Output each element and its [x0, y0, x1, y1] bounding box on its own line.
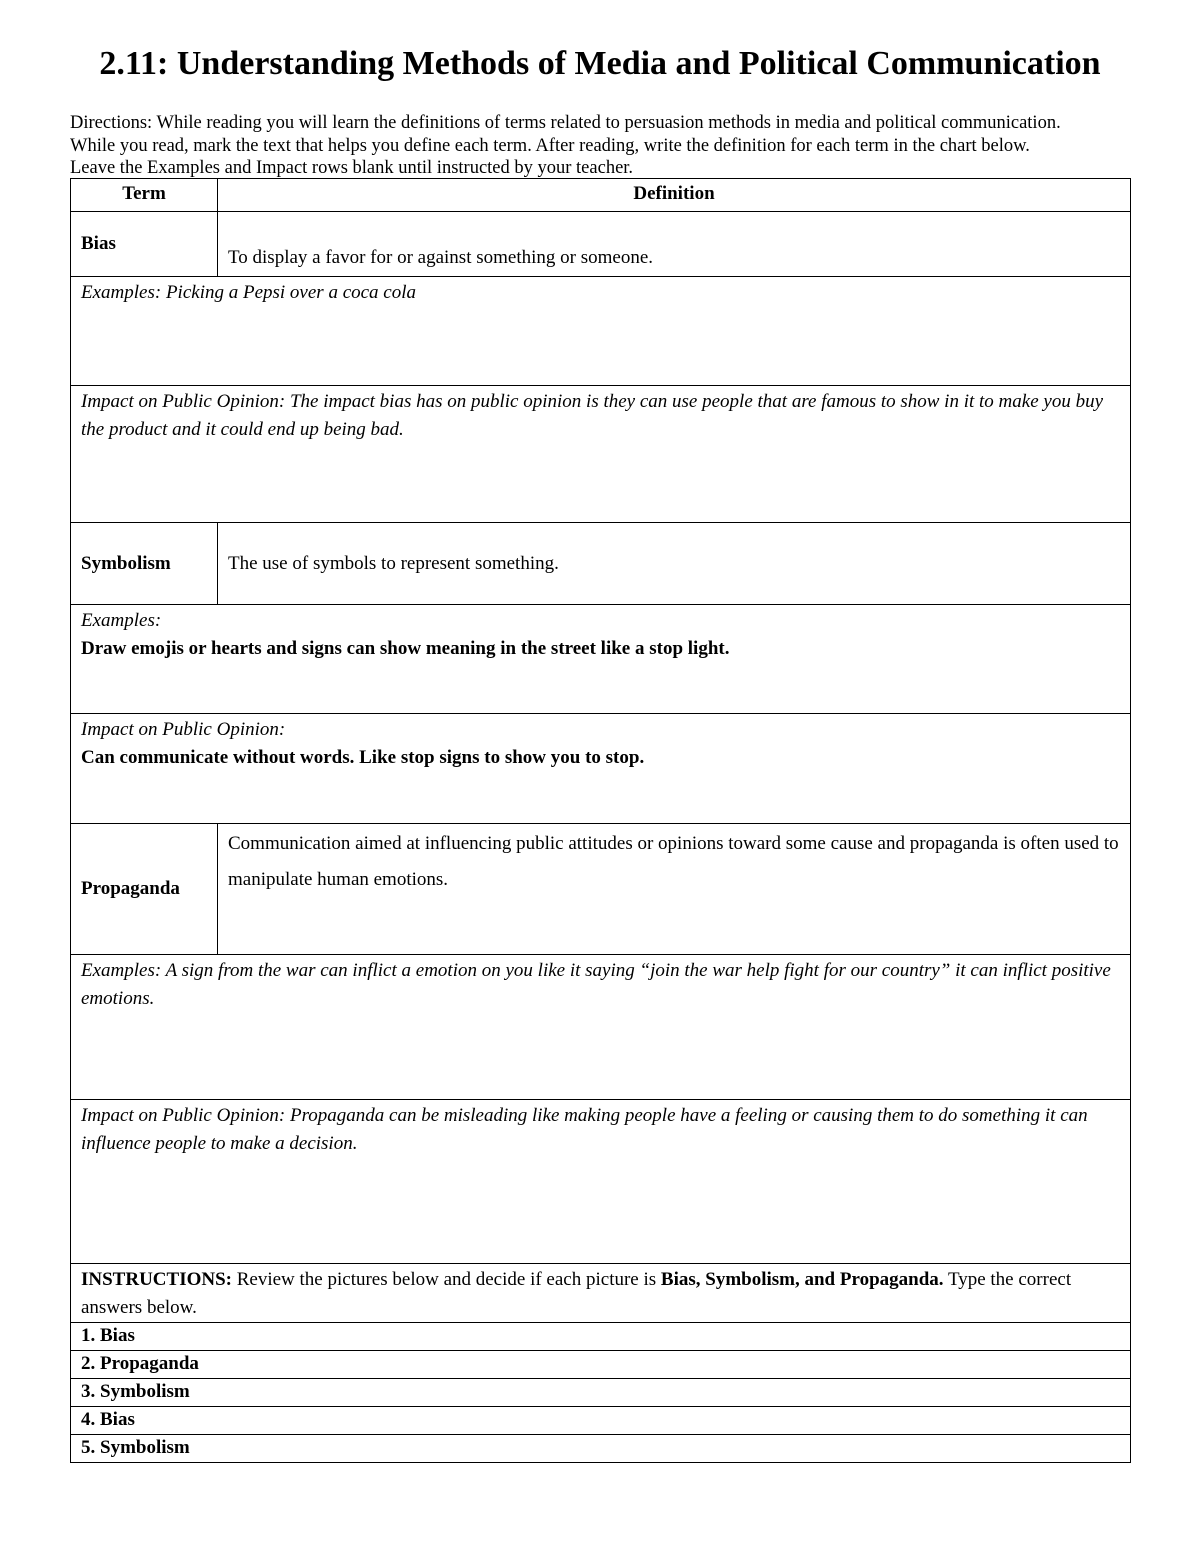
term-header: Term	[71, 179, 218, 212]
impact-row-bias	[71, 386, 1131, 523]
instructions-text-2: Type the correct answers below.	[81, 1269, 1072, 1318]
answer-row-3	[71, 1379, 1131, 1407]
impact-row-propaganda	[71, 1100, 1131, 1264]
term-row-propaganda	[71, 824, 1131, 955]
answer-3[interactable]: 3. Symbolism	[71, 1379, 1131, 1407]
definition-bias[interactable]: To display a favor for or against something or someone.	[218, 212, 1131, 277]
examples-label-symbolism: Examples:	[81, 610, 162, 631]
term-propaganda: Propaganda	[71, 824, 218, 955]
directions-line-1: Directions: While reading you will learn the definitions of terms related to persuasion methods in media and political communication.	[70, 113, 1061, 133]
term-symbolism: Symbolism	[71, 523, 218, 605]
instructions-box	[71, 1264, 1131, 1323]
instructions-text-1: Review the pictures below and decide if each picture is	[231, 1269, 661, 1290]
directions	[70, 112, 1140, 180]
table-header-row	[71, 179, 1131, 212]
term-row-bias	[71, 212, 1131, 277]
examples-box-bias[interactable]	[71, 277, 1131, 386]
impact-box-symbolism[interactable]	[71, 714, 1131, 824]
directions-line-2: While you read, mark the text that helps you define each term. After reading, write the definition for each term in the chart below.	[70, 135, 1030, 156]
worksheet-title: 2.11: Understanding Methods of Media and Political Communication	[99, 45, 1101, 82]
impact-label-symbolism: Impact on Public Opinion:	[81, 719, 286, 740]
instructions-row	[71, 1264, 1131, 1323]
term-bias: Bias	[71, 212, 218, 277]
impact-box-propaganda[interactable]	[71, 1100, 1131, 1264]
examples-text-symbolism: Draw emojis or hearts and signs can show meaning in the street like a stop light.	[81, 638, 730, 659]
answer-1[interactable]: 1. Bias	[71, 1323, 1131, 1351]
examples-box-symbolism[interactable]	[71, 605, 1131, 714]
examples-box-propaganda[interactable]	[71, 955, 1131, 1100]
impact-text-symbolism: Can communicate without words. Like stop signs to show you to stop.	[81, 747, 645, 768]
answer-row-2	[71, 1351, 1131, 1379]
answer-4[interactable]: 4. Bias	[71, 1407, 1131, 1435]
definition-propaganda[interactable]: Communication aimed at influencing public attitudes or opinions toward some cause and propaganda is often used to manipulate human emotions.	[218, 824, 1131, 955]
examples-row-bias	[71, 277, 1131, 386]
term-row-symbolism	[71, 523, 1131, 605]
directions-line-3: Leave the Examples and Impact rows blank until instructed by your teacher.	[70, 158, 634, 178]
answer-row-4	[71, 1407, 1131, 1435]
impact-label-bias: Impact on Public Opinion: The impact bias has on public opinion is they can use people that are famous to show in it to make you buy the product and it could end up being bad.	[81, 391, 1104, 440]
instructions-label: INSTRUCTIONS:	[81, 1269, 232, 1290]
examples-row-symbolism	[71, 605, 1131, 714]
examples-row-propaganda	[71, 955, 1131, 1100]
examples-label-propaganda: Examples: A sign from the war can inflict a emotion on you like it saying “join the war help fight for our country” it can inflict positive emotions.	[81, 960, 1111, 1009]
answer-row-1	[71, 1323, 1131, 1351]
answer-row-5	[71, 1435, 1131, 1463]
instructions-bold: Bias, Symbolism, and Propaganda.	[660, 1269, 944, 1290]
terms-table	[70, 178, 1131, 1463]
impact-label-propaganda: Impact on Public Opinion: Propaganda can be misleading like making people have a feeling or causing them to do something it can influence people to make a decision.	[81, 1105, 1088, 1154]
definition-symbolism[interactable]: The use of symbols to represent something.	[218, 523, 1131, 605]
answer-5[interactable]: 5. Symbolism	[71, 1435, 1131, 1463]
answer-2[interactable]: 2. Propaganda	[71, 1351, 1131, 1379]
impact-box-bias[interactable]	[71, 386, 1131, 523]
definition-header: Definition	[218, 179, 1131, 212]
impact-row-symbolism	[71, 714, 1131, 824]
examples-label-bias: Examples: Picking a Pepsi over a coca cola	[81, 282, 417, 303]
